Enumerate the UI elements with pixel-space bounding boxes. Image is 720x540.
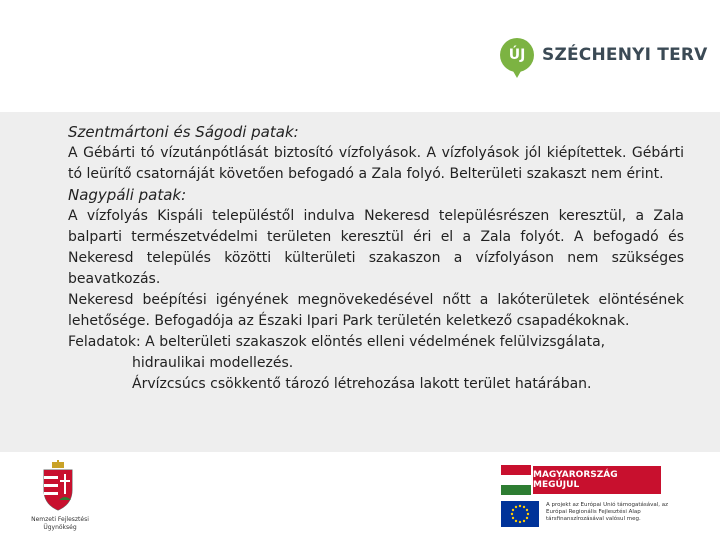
szechenyi-terv-logo	[500, 38, 708, 72]
uj-badge-icon: ÚJ	[500, 38, 534, 72]
main-content	[68, 122, 684, 395]
paragraph-szentmartoni: A Gébárti tó vízutánpótlását biztosító vízfolyások. A vízfolyások jól kiépítettek. Gébárti tó leürítő csatornáját követően befogadó a Zala folyó. Belterületi szakaszt nem érint.	[68, 145, 684, 182]
hungarian-crest-icon	[38, 460, 78, 512]
eu-flag-icon	[501, 501, 539, 527]
paragraph-nagypali-2: Nekeresd beépítési igényének megnövekedésével nőtt a lakóterületek elöntésének lehetősége. Befogadója az Északi Ipari Park területén keletkező csapadékoknak.	[68, 292, 684, 329]
eu-funding-text: A projekt az Európai Unió támogatásával, az Európai Regionális Fejlesztési Alap társfinanszírozásával valósul meg.	[546, 502, 669, 522]
heading-nagypali: Nagypáli patak:	[68, 186, 187, 204]
heading-szentmartoni: Szentmártoni és Ságodi patak:	[68, 123, 299, 141]
magyarorszag-megujul-banner: MAGYARORSZÁG MEGÚJUL	[533, 466, 661, 494]
crest-caption: Nemzeti Fejlesztési Ügynökség	[31, 516, 89, 531]
task-item: Árvízcsúcs csökkentő tározó létrehozása lakott terület határában.	[132, 376, 592, 392]
tasks-line: Feladatok: A belterületi szakaszok elöntés elleni védelmének felülvizsgálata,	[68, 334, 606, 350]
task-item: hidraulikai modellezés.	[132, 355, 294, 371]
hungarian-flag-icon	[501, 465, 531, 495]
logo-text: SZÉCHENYI TERV	[542, 45, 708, 65]
paragraph-nagypali-1: A vízfolyás Kispáli településtől indulva Nekeresd településrészen keresztül, a Zala balparti természetvédelmi területen keresztül éri el a Zala folyót. A befogadó és Nekeresd település közötti külterületi szakaszon a vízfolyáson nem szükséges beavatkozás.	[68, 208, 684, 287]
